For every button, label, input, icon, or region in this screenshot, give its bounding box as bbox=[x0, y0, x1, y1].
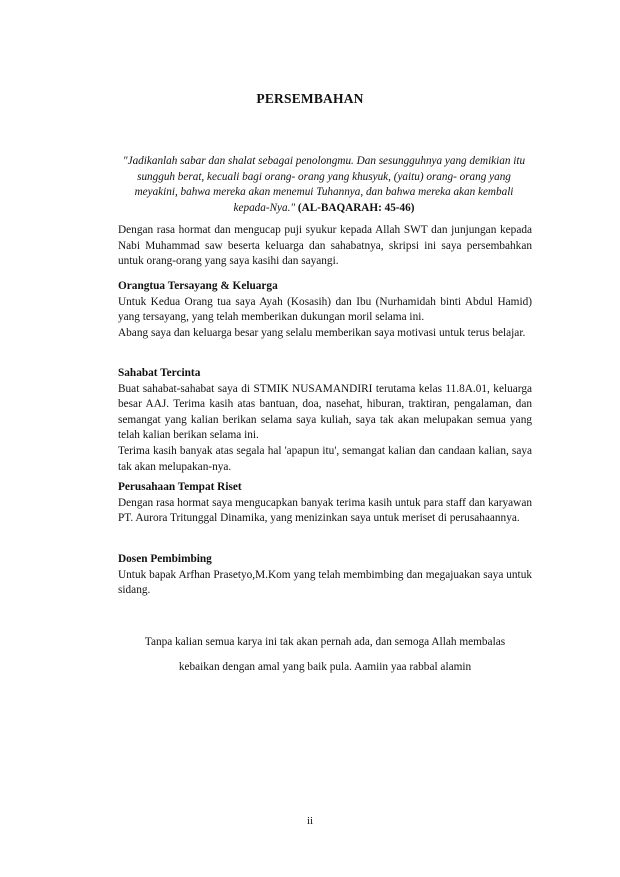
section-dosen bbox=[118, 552, 532, 599]
section-paragraph: Terima kasih banyak atas segala hal 'apapun itu', semangat kalian dan candaan kalian, saya tak akan melupakan-nya. bbox=[118, 444, 532, 473]
quote-reference: (AL-BAQARAH: 45-46) bbox=[297, 201, 415, 214]
section-heading: Orangtua Tersayang & Keluarga bbox=[118, 280, 278, 292]
closing-line: kebaikan dengan amal yang baik pula. Aamiin yaa rabbal alamin bbox=[178, 661, 472, 673]
section-perusahaan bbox=[118, 480, 532, 527]
section-heading: Perusahaan Tempat Riset bbox=[118, 481, 242, 493]
section-orangtua bbox=[118, 279, 532, 341]
section-paragraph: Buat sahabat-sahabat saya di STMIK NUSAMANDIRI terutama kelas 11.8A.01, keluarga besar AAJ. Terima kasih atas bantuan, doa, nasehat, hiburan, traktiran, pengalaman, dan semangat yang kalian berikan selama saya kuliah, saya tak akan melupakan semua yang telah kalian berikan selama ini. bbox=[118, 382, 532, 442]
section-paragraph: Untuk bapak Arfhan Prasetyo,M.Kom yang telah membimbing dan megajuakan saya untuk sidang. bbox=[118, 568, 532, 597]
intro-paragraph: Dengan rasa hormat dan mengucap puji syukur kepada Allah SWT dan junjungan kepada Nabi Muhammad saw beserta keluarga dan sahabatnya, skripsi ini saya persembahkan untuk orang-orang yang saya kasihi dan sayangi. bbox=[118, 224, 532, 268]
page-number: ii bbox=[306, 815, 314, 827]
section-heading: Sahabat Tercinta bbox=[118, 367, 201, 379]
section-heading: Dosen Pembimbing bbox=[118, 553, 212, 565]
quote-block bbox=[118, 154, 530, 216]
section-paragraph: Abang saya dan keluarga besar yang selalu memberikan saya motivasi untuk terus belajar. bbox=[118, 326, 526, 339]
section-paragraph: Untuk Kedua Orang tua saya Ayah (Kosasih) dan Ibu (Nurhamidah binti Abdul Hamid) yang tersayang, yang telah memberikan dukungan moril selama ini. bbox=[118, 295, 532, 324]
page-title: PERSEMBAHAN bbox=[256, 91, 364, 106]
closing-line: Tanpa kalian semua karya ini tak akan pernah ada, dan semoga Allah membalas bbox=[144, 636, 506, 648]
section-paragraph: Dengan rasa hormat saya mengucapkan banyak terima kasih untuk para staff dan karyawan PT. Aurora Tritunggal Dinamika, yang menizinkan saya untuk meriset di perusahaannya. bbox=[118, 496, 532, 525]
section-sahabat bbox=[118, 366, 532, 475]
quote-text: "Jadikanlah sabar dan shalat sebagai penolongmu. Dan sesungguhnya yang demikian itu sungguh berat, kecuali bagi orang- orang yang khusyuk, (yaitu) orang- orang yang meyakini, bahwa mereka akan menemui Tuhannya, dan bahwa mereka akan kembali kepada-Nya." bbox=[122, 155, 526, 214]
